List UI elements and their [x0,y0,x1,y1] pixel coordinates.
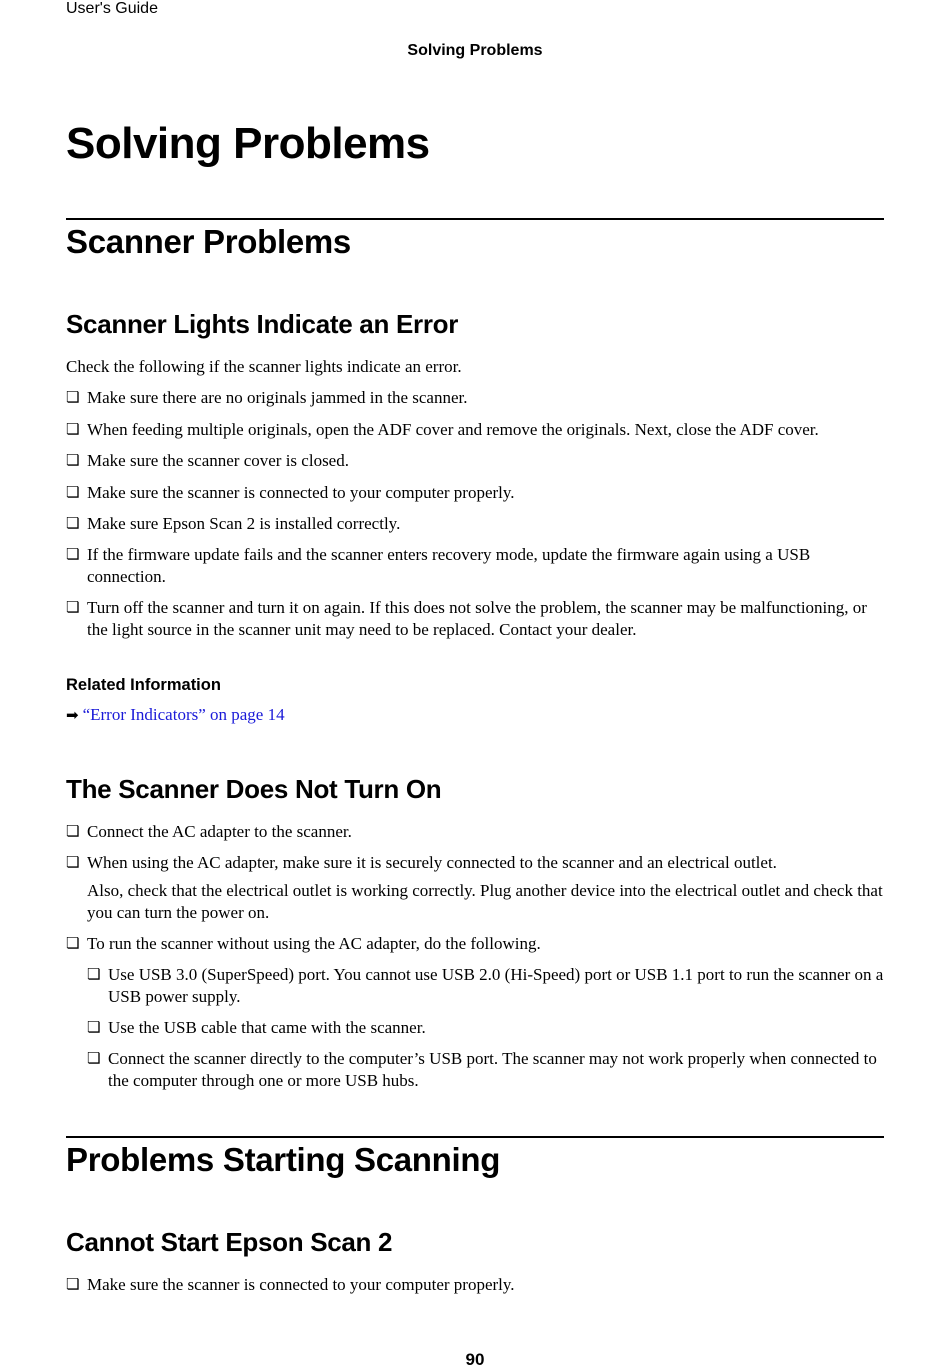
checkbox-bullet-icon: ❏ [66,420,80,438]
list-item: ❏ Make sure the scanner cover is closed. [66,451,349,470]
checkbox-bullet-icon: ❏ [66,598,80,616]
subsection-title-lights-error: Scanner Lights Indicate an Error [66,309,459,339]
list-item: ❏ Make sure there are no originals jammed in the scanner. [66,388,468,407]
checkbox-bullet-icon: ❏ [66,451,80,469]
subsection-title-cannot-start-epson-scan: Cannot Start Epson Scan 2 [66,1227,393,1257]
checkbox-bullet-icon: ❏ [87,965,101,983]
sub-list-item: ❏ Use the USB cable that came with the scanner. [87,1018,426,1037]
list-item: ❏ Make sure the scanner is connected to your computer properly. [66,1275,515,1294]
sub-list-item: ❏ Connect the scanner directly to the computer’s USB port. The scanner may not work properly when connected to the computer through one or more USB hubs. [87,1049,877,1090]
subsection-title-does-not-turn-on: The Scanner Does Not Turn On [66,774,442,804]
list-item: ❏ When feeding multiple originals, open the ADF cover and remove the originals. Next, close the ADF cover. [66,420,819,439]
checkbox-bullet-icon: ❏ [66,545,80,563]
arrow-right-icon: ➡ [66,706,79,724]
section-divider [66,218,884,220]
checkbox-bullet-icon: ❏ [87,1018,101,1036]
list-item: ❏ If the firmware update fails and the scanner enters recovery mode, update the firmware again using a USB connection. [66,545,811,586]
checkbox-bullet-icon: ❏ [66,934,80,952]
related-link-row [66,704,285,727]
list-item: ❏ Make sure the scanner is connected to your computer properly. [66,483,515,502]
guide-title: User's Guide [66,0,158,17]
checkbox-bullet-icon: ❏ [66,1275,80,1293]
checkbox-bullet-icon: ❏ [66,483,80,501]
chapter-title: Solving Problems [66,119,430,168]
checkbox-bullet-icon: ❏ [87,1049,101,1067]
list-item: ❏ When using the AC adapter, make sure it is securely connected to the scanner and an electrical outlet. [66,853,777,872]
page-number: 90 [465,1350,485,1369]
checkbox-bullet-icon: ❏ [66,822,80,840]
running-header: Solving Problems [407,42,543,59]
checkbox-bullet-icon: ❏ [66,388,80,406]
sub-list-item: ❏ Use USB 3.0 (SuperSpeed) port. You cannot use USB 2.0 (Hi-Speed) port or USB 1.1 port to run the scanner on a USB power supply. [87,965,884,1006]
checkbox-bullet-icon: ❏ [66,514,80,532]
list-item-continuation: Also, check that the electrical outlet is working correctly. Plug another device into the electrical outlet and check that you can turn the power on. [87,881,883,922]
list-item: ❏ Make sure Epson Scan 2 is installed correctly. [66,514,401,533]
list-item: ❏ To run the scanner without using the AC adapter, do the following. [66,934,541,953]
section-title-scanner-problems: Scanner Problems [66,223,351,260]
section-divider [66,1136,884,1138]
intro-text: Check the following if the scanner lights indicate an error. [66,357,462,376]
list-item: ❏ Turn off the scanner and turn it on again. If this does not solve the problem, the scanner may be malfunctioning, or the light source in the scanner unit may need to be replaced. Contact your dealer. [66,598,867,639]
related-information-heading: Related Information [66,676,221,694]
section-title-problems-starting-scanning: Problems Starting Scanning [66,1141,501,1178]
checkbox-bullet-icon: ❏ [66,853,80,871]
list-item: ❏ Connect the AC adapter to the scanner. [66,822,352,841]
error-indicators-link[interactable]: “Error Indicators” on page 14 [82,705,285,724]
